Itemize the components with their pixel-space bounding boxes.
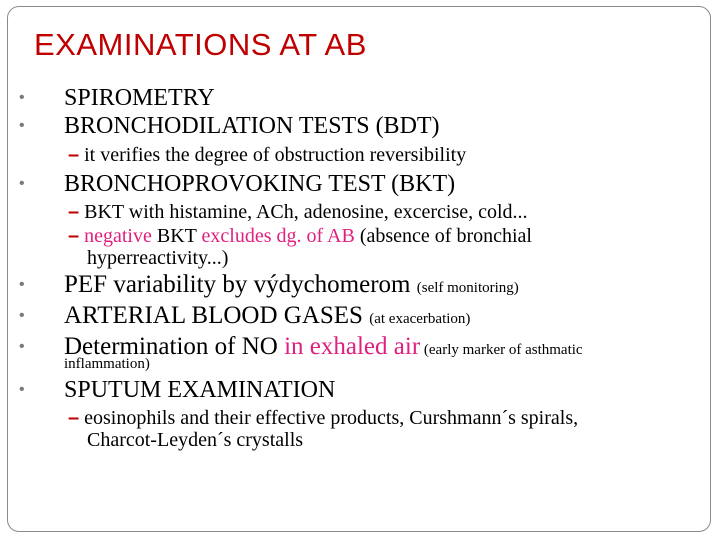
- item-bkt-sub2: [68, 226, 532, 246]
- item-sputum-sub-line2: Charcot-Leyden´s crystalls: [87, 429, 304, 451]
- bullet-icon: •: [19, 381, 25, 398]
- no-exhaled: in exhaled air: [284, 333, 421, 360]
- item-pef: [64, 272, 519, 297]
- pef-note: (self monitoring): [416, 280, 519, 296]
- item-spirometry: SPIROMETRY: [64, 85, 215, 111]
- item-bkt-sub2-line2: hyperreactivity...): [87, 247, 229, 269]
- pef-text: PEF variability by výdychomerom: [64, 271, 417, 298]
- bdt-sub-text: it verifies the degree of obstruction reversibility: [84, 144, 467, 166]
- bullet-icon: •: [19, 276, 25, 293]
- sputum-sub-text: eosinophils and their effective products, Curshmann´s spirals,: [84, 407, 579, 429]
- bullet-icon: •: [19, 338, 25, 355]
- bkt-sub1-text: BKT with histamine, ACh, adenosine, excercise, cold...: [84, 201, 528, 223]
- bkt-sub2-absence: (absence of bronchial: [354, 225, 532, 247]
- no-text: Determination of NO: [64, 333, 285, 360]
- item-sputum-sub: [68, 408, 578, 428]
- item-bkt-sub1: [68, 202, 528, 222]
- dash-icon: –: [68, 144, 80, 166]
- slide-title: EXAMINATIONS AT AB: [34, 27, 367, 62]
- item-no-line2: inflammation): [64, 356, 150, 372]
- bkt-sub2-excludes: excludes dg. of AB: [201, 225, 355, 247]
- item-bdt-sub: [68, 145, 466, 165]
- bullet-icon: •: [19, 175, 25, 192]
- item-bkt: BRONCHOPROVOKING TEST (BKT): [64, 171, 456, 197]
- item-bdt: BRONCHODILATION TESTS (BDT): [64, 113, 440, 139]
- abg-note: (at exacerbation): [369, 311, 471, 327]
- item-abg: [64, 303, 470, 328]
- dash-icon: –: [68, 407, 80, 429]
- abg-text: ARTERIAL BLOOD GASES: [64, 302, 370, 329]
- bullet-icon: •: [19, 117, 25, 134]
- bullet-icon: •: [19, 89, 25, 106]
- bullet-icon: •: [19, 307, 25, 324]
- dash-icon: –: [68, 225, 80, 247]
- bkt-sub2-negative: negative: [84, 225, 152, 247]
- item-sputum: SPUTUM EXAMINATION: [64, 377, 336, 403]
- dash-icon: –: [68, 201, 80, 223]
- no-note: (early marker of asthmatic: [420, 342, 583, 358]
- bkt-sub2-bkt: BKT: [151, 225, 202, 247]
